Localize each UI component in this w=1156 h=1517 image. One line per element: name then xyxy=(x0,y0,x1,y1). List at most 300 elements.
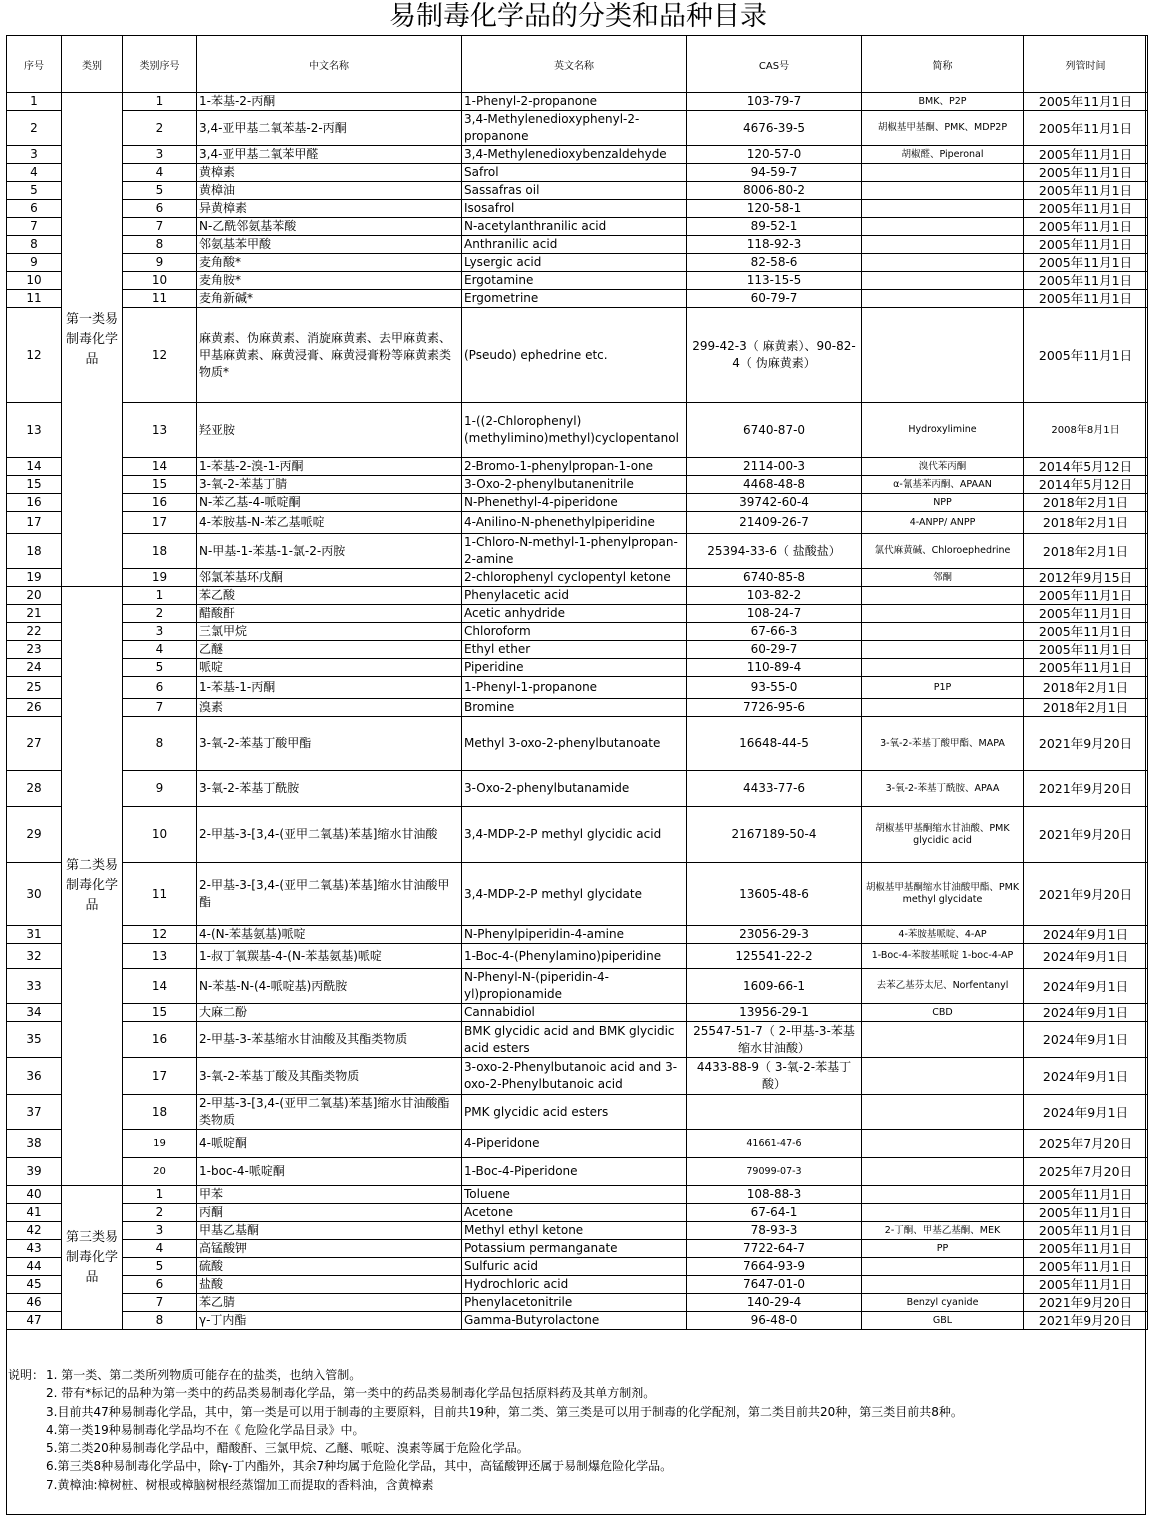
cell-cn-name: 高锰酸钾 xyxy=(197,1240,462,1258)
cell-cn-name: 大麻二酚 xyxy=(197,1004,462,1022)
cell-category-no: 1 xyxy=(123,93,197,111)
cell-no: 39 xyxy=(7,1158,62,1186)
cell-en-name: Ergometrine xyxy=(462,290,687,308)
cell-no: 2 xyxy=(7,111,62,146)
cell-cas: 125541-22-2 xyxy=(687,944,862,969)
table-row xyxy=(7,1294,1148,1312)
table-row xyxy=(7,1004,1148,1022)
cell-date: 2005年11月1日 xyxy=(1024,164,1148,182)
cell-date: 2025年7月20日 xyxy=(1024,1158,1148,1186)
cell-cn-name: 邻氨基苯甲酸 xyxy=(197,236,462,254)
cell-date: 2005年11月1日 xyxy=(1024,1204,1148,1222)
cell-cas: 7647-01-0 xyxy=(687,1276,862,1294)
note-line: 5.第二类20种易制毒化学品中，醋酸酐、三氯甲烷、乙醚、哌啶、溴素等属于危险化学品。 xyxy=(46,1441,529,1456)
cell-abbr xyxy=(862,623,1024,641)
note-line: 4.第一类19种易制毒化学品均不在《 危险化学品目录》中。 xyxy=(46,1422,365,1437)
cell-cn-name: 3-氧-2-苯基丁酸甲酯 xyxy=(197,717,462,771)
table-row xyxy=(7,717,1148,771)
table-row xyxy=(7,164,1148,182)
header-en-name: 英文名称 xyxy=(462,36,687,93)
cell-cn-name: 麻黄素、伪麻黄素、消旋麻黄素、去甲麻黄素、甲基麻黄素、麻黄浸膏、麻黄浸膏粉等麻黄素类物质* xyxy=(197,308,462,403)
cell-no: 1 xyxy=(7,93,62,111)
cell-cas: 108-88-3 xyxy=(687,1186,862,1204)
cell-en-name: Acetic anhydride xyxy=(462,605,687,623)
cell-cn-name: 醋酸酐 xyxy=(197,605,462,623)
cell-no: 35 xyxy=(7,1022,62,1058)
cell-cn-name: 麦角新碱* xyxy=(197,290,462,308)
table-row xyxy=(7,944,1148,969)
cell-category-no: 10 xyxy=(123,272,197,290)
cell-cn-name: N-甲基-1-苯基-1-氯-2-丙胺 xyxy=(197,534,462,569)
cell-cas: 1609-66-1 xyxy=(687,969,862,1004)
cell-cas: 94-59-7 xyxy=(687,164,862,182)
cell-cn-name: 1-苯基-2-丙酮 xyxy=(197,93,462,111)
note-line: 2. 带有*标记的品种为第一类中的药品类易制毒化学品，第一类中的药品类易制毒化学品包括原料药及其单方制剂。 xyxy=(46,1386,656,1401)
cell-cas: 96-48-0 xyxy=(687,1312,862,1330)
cell-cas: 110-89-4 xyxy=(687,659,862,677)
cell-en-name: N-Phenylpiperidin-4-amine xyxy=(462,926,687,944)
cell-no: 8 xyxy=(7,236,62,254)
cell-cas: 23056-29-3 xyxy=(687,926,862,944)
cell-cn-name: 黄樟油 xyxy=(197,182,462,200)
cell-abbr xyxy=(862,200,1024,218)
cell-no: 41 xyxy=(7,1204,62,1222)
cell-cn-name: 3-氧-2-苯基丁酰胺 xyxy=(197,771,462,807)
cell-cas: 299-42-3（ 麻黄素）、90-82-4（ 伪麻黄素） xyxy=(687,308,862,403)
cell-cas: 2114-00-3 xyxy=(687,458,862,476)
cell-cas: 25394-33-6（ 盐酸盐） xyxy=(687,534,862,569)
cell-date: 2025年7月20日 xyxy=(1024,1130,1148,1158)
cell-category: 第一类易制毒化学品 xyxy=(62,93,123,587)
cell-no: 43 xyxy=(7,1240,62,1258)
cell-en-name: N-acetylanthranilic acid xyxy=(462,218,687,236)
cell-en-name: Bromine xyxy=(462,699,687,717)
cell-cn-name: 1-苯基-1-丙酮 xyxy=(197,677,462,699)
cell-abbr xyxy=(862,659,1024,677)
cell-date: 2008年8月1日 xyxy=(1024,403,1148,458)
cell-no: 29 xyxy=(7,807,62,863)
note-text: 1. 第一类、第二类所列物质可能存在的盐类，也纳入管制。 xyxy=(46,1368,362,1382)
cell-cas: 4433-77-6 xyxy=(687,771,862,807)
table-row xyxy=(7,308,1148,403)
cell-no: 38 xyxy=(7,1130,62,1158)
cell-date: 2005年11月1日 xyxy=(1024,659,1148,677)
cell-no: 34 xyxy=(7,1004,62,1022)
cell-en-name: 1-Phenyl-1-propanone xyxy=(462,677,687,699)
cell-abbr: 3-氧-2-苯基丁酸甲酯、MAPA xyxy=(862,717,1024,771)
cell-abbr: 4-苯胺基哌啶、4-AP xyxy=(862,926,1024,944)
cell-date: 2005年11月1日 xyxy=(1024,1258,1148,1276)
cell-category-no: 7 xyxy=(123,699,197,717)
header-abbr: 简称 xyxy=(862,36,1024,93)
cell-abbr: 胡椒基甲基酮、PMK、MDP2P xyxy=(862,111,1024,146)
cell-abbr: Benzyl cyanide xyxy=(862,1294,1024,1312)
table-row xyxy=(7,1158,1148,1186)
cell-cas: 7726-95-6 xyxy=(687,699,862,717)
cell-cn-name: 1-boc-4-哌啶酮 xyxy=(197,1158,462,1186)
cell-cn-name: 麦角胺* xyxy=(197,272,462,290)
cell-no: 25 xyxy=(7,677,62,699)
cell-abbr xyxy=(862,1158,1024,1186)
table-row xyxy=(7,111,1148,146)
cell-date: 2005年11月1日 xyxy=(1024,641,1148,659)
cell-cas: 140-29-4 xyxy=(687,1294,862,1312)
cell-cas: 67-66-3 xyxy=(687,623,862,641)
cell-cn-name: 溴素 xyxy=(197,699,462,717)
cell-cn-name: 三氯甲烷 xyxy=(197,623,462,641)
cell-abbr: 1-Boc-4-苯胺基哌啶 1-boc-4-AP xyxy=(862,944,1024,969)
table-row xyxy=(7,236,1148,254)
table-row xyxy=(7,93,1148,111)
cell-date: 2005年11月1日 xyxy=(1024,236,1148,254)
cell-no: 11 xyxy=(7,290,62,308)
cell-date: 2021年9月20日 xyxy=(1024,717,1148,771)
cell-abbr xyxy=(862,1186,1024,1204)
cell-no: 30 xyxy=(7,863,62,926)
cell-no: 44 xyxy=(7,1258,62,1276)
note-line: 7.黄樟油:樟树桩、树根或樟脑树根经蒸馏加工而提取的香料油，含黄樟素 xyxy=(46,1477,434,1492)
cell-no: 10 xyxy=(7,272,62,290)
cell-category-no: 15 xyxy=(123,476,197,494)
cell-cn-name: 4-哌啶酮 xyxy=(197,1130,462,1158)
cell-no: 16 xyxy=(7,494,62,512)
cell-date: 2012年9月15日 xyxy=(1024,569,1148,587)
cell-date: 2005年11月1日 xyxy=(1024,605,1148,623)
cell-date: 2005年11月1日 xyxy=(1024,218,1148,236)
cell-abbr xyxy=(862,164,1024,182)
cell-en-name: Hydrochloric acid xyxy=(462,1276,687,1294)
cell-category-no: 3 xyxy=(123,1222,197,1240)
cell-category-no: 9 xyxy=(123,771,197,807)
cell-category-no: 7 xyxy=(123,218,197,236)
cell-date: 2014年5月12日 xyxy=(1024,476,1148,494)
cell-abbr: 4-ANPP/ ANPP xyxy=(862,512,1024,534)
cell-date: 2021年9月20日 xyxy=(1024,771,1148,807)
cell-cas: 113-15-5 xyxy=(687,272,862,290)
chemical-table xyxy=(6,35,1148,1330)
cell-en-name: 3,4-Methylenedioxyphenyl-2-propanone xyxy=(462,111,687,146)
cell-category-no: 12 xyxy=(123,926,197,944)
cell-category-no: 17 xyxy=(123,1058,197,1095)
cell-en-name: Methyl ethyl ketone xyxy=(462,1222,687,1240)
table-row xyxy=(7,807,1148,863)
cell-abbr xyxy=(862,254,1024,272)
cell-en-name: PMK glycidic acid esters xyxy=(462,1095,687,1130)
cell-en-name: (Pseudo) ephedrine etc. xyxy=(462,308,687,403)
header-no: 序号 xyxy=(7,36,62,93)
cell-en-name: Phenylacetonitrile xyxy=(462,1294,687,1312)
cell-date: 2005年11月1日 xyxy=(1024,200,1148,218)
cell-cas: 120-57-0 xyxy=(687,146,862,164)
cell-abbr xyxy=(862,182,1024,200)
cell-en-name: Potassium permanganate xyxy=(462,1240,687,1258)
note-line: 3.目前共47种易制毒化学品，其中，第一类是可以用于制毒的主要原料，目前共19种，第二类、第三类是可以用于制毒的化学配剂，第二类目前共20种，第三类目前共8种。 xyxy=(46,1404,963,1419)
table-row xyxy=(7,623,1148,641)
cell-cas: 93-55-0 xyxy=(687,677,862,699)
cell-category-no: 7 xyxy=(123,1294,197,1312)
cell-date: 2024年9月1日 xyxy=(1024,1022,1148,1058)
notes-block xyxy=(8,1366,1138,1494)
table-row xyxy=(7,605,1148,623)
table-row xyxy=(7,1204,1148,1222)
cell-cn-name: 4-(N-苯基氨基)哌啶 xyxy=(197,926,462,944)
cell-category: 第二类易制毒化学品 xyxy=(62,587,123,1186)
cell-date: 2005年11月1日 xyxy=(1024,1222,1148,1240)
table-row xyxy=(7,1186,1148,1204)
cell-date: 2005年11月1日 xyxy=(1024,587,1148,605)
cell-en-name: 4-Anilino-N-phenethylpiperidine xyxy=(462,512,687,534)
table-row xyxy=(7,1058,1148,1095)
table-row xyxy=(7,200,1148,218)
cell-category-no: 18 xyxy=(123,534,197,569)
cell-en-name: N-Phenethyl-4-piperidone xyxy=(462,494,687,512)
cell-cas: 2167189-50-4 xyxy=(687,807,862,863)
cell-category-no: 1 xyxy=(123,1186,197,1204)
cell-en-name: Gamma-Butyrolactone xyxy=(462,1312,687,1330)
cell-category-no: 12 xyxy=(123,308,197,403)
cell-cn-name: γ-丁内酯 xyxy=(197,1312,462,1330)
cell-no: 36 xyxy=(7,1058,62,1095)
table-row xyxy=(7,272,1148,290)
cell-date: 2024年9月1日 xyxy=(1024,969,1148,1004)
cell-cas: 16648-44-5 xyxy=(687,717,862,771)
cell-cas: 103-82-2 xyxy=(687,587,862,605)
cell-cn-name: 2-甲基-3-苯基缩水甘油酸及其酯类物质 xyxy=(197,1022,462,1058)
table-row xyxy=(7,1276,1148,1294)
cell-abbr xyxy=(862,1130,1024,1158)
cell-date: 2005年11月1日 xyxy=(1024,308,1148,403)
table-row xyxy=(7,254,1148,272)
cell-no: 40 xyxy=(7,1186,62,1204)
cell-en-name: Phenylacetic acid xyxy=(462,587,687,605)
cell-en-name: 1-((2-Chlorophenyl)(methylimino)methyl)cyclopentanol xyxy=(462,403,687,458)
table-row xyxy=(7,699,1148,717)
cell-en-name: Ethyl ether xyxy=(462,641,687,659)
cell-no: 9 xyxy=(7,254,62,272)
cell-cas: 78-93-3 xyxy=(687,1222,862,1240)
cell-cas: 6740-87-0 xyxy=(687,403,862,458)
cell-date: 2018年2月1日 xyxy=(1024,512,1148,534)
cell-no: 17 xyxy=(7,512,62,534)
cell-cn-name: N-苯基-N-(4-哌啶基)丙酰胺 xyxy=(197,969,462,1004)
cell-cas: 4676-39-5 xyxy=(687,111,862,146)
cell-cas: 67-64-1 xyxy=(687,1204,862,1222)
cell-no: 33 xyxy=(7,969,62,1004)
cell-cn-name: 苯乙酸 xyxy=(197,587,462,605)
cell-category-no: 14 xyxy=(123,458,197,476)
cell-en-name: 1-Boc-4-Piperidone xyxy=(462,1158,687,1186)
table-header-row xyxy=(7,36,1148,93)
cell-cn-name: 甲基乙基酮 xyxy=(197,1222,462,1240)
table-row xyxy=(7,1130,1148,1158)
cell-abbr: 氯代麻黄碱、Chloroephedrine xyxy=(862,534,1024,569)
cell-no: 37 xyxy=(7,1095,62,1130)
cell-cas: 41661-47-6 xyxy=(687,1130,862,1158)
cell-cas: 120-58-1 xyxy=(687,200,862,218)
cell-abbr: 胡椒醛、Piperonal xyxy=(862,146,1024,164)
table-row xyxy=(7,494,1148,512)
cell-en-name: BMK glycidic acid and BMK glycidic acid esters xyxy=(462,1022,687,1058)
cell-cn-name: 乙醚 xyxy=(197,641,462,659)
cell-abbr: PP xyxy=(862,1240,1024,1258)
cell-category-no: 1 xyxy=(123,587,197,605)
cell-no: 47 xyxy=(7,1312,62,1330)
cell-cn-name: 盐酸 xyxy=(197,1276,462,1294)
cell-cn-name: 2-甲基-3-[3,4-(亚甲二氧基)苯基]缩水甘油酸酯类物质 xyxy=(197,1095,462,1130)
cell-category-no: 3 xyxy=(123,623,197,641)
header-cn-name: 中文名称 xyxy=(197,36,462,93)
cell-cas: 25547-51-7（ 2-甲基-3-苯基缩水甘油酸） xyxy=(687,1022,862,1058)
cell-abbr xyxy=(862,218,1024,236)
cell-no: 45 xyxy=(7,1276,62,1294)
cell-abbr: CBD xyxy=(862,1004,1024,1022)
cell-no: 7 xyxy=(7,218,62,236)
cell-cas: 60-79-7 xyxy=(687,290,862,308)
cell-cas: 108-24-7 xyxy=(687,605,862,623)
cell-cas: 4468-48-8 xyxy=(687,476,862,494)
cell-en-name: Anthranilic acid xyxy=(462,236,687,254)
cell-abbr xyxy=(862,308,1024,403)
cell-no: 28 xyxy=(7,771,62,807)
cell-date: 2021年9月20日 xyxy=(1024,1294,1148,1312)
cell-en-name: Chloroform xyxy=(462,623,687,641)
cell-cas: 60-29-7 xyxy=(687,641,862,659)
cell-date: 2021年9月20日 xyxy=(1024,807,1148,863)
cell-category-no: 16 xyxy=(123,1022,197,1058)
cell-category-no: 5 xyxy=(123,1258,197,1276)
cell-date: 2018年2月1日 xyxy=(1024,534,1148,569)
table-row xyxy=(7,771,1148,807)
cell-en-name: Piperidine xyxy=(462,659,687,677)
cell-date: 2018年2月1日 xyxy=(1024,699,1148,717)
cell-no: 13 xyxy=(7,403,62,458)
table-row xyxy=(7,1022,1148,1058)
table-row xyxy=(7,641,1148,659)
cell-cn-name: 甲苯 xyxy=(197,1186,462,1204)
header-category-no: 类别序号 xyxy=(123,36,197,93)
cell-en-name: 1-Chloro-N-methyl-1-phenylpropan-2-amine xyxy=(462,534,687,569)
cell-no: 19 xyxy=(7,569,62,587)
cell-category-no: 19 xyxy=(123,1130,197,1158)
cell-category-no: 10 xyxy=(123,807,197,863)
cell-cas: 4433-88-9（ 3-氧-2-苯基丁酸） xyxy=(687,1058,862,1095)
cell-category-no: 5 xyxy=(123,659,197,677)
cell-category-no: 6 xyxy=(123,1276,197,1294)
cell-no: 26 xyxy=(7,699,62,717)
cell-abbr xyxy=(862,1058,1024,1095)
header-date: 列管时间 xyxy=(1024,36,1148,93)
table-row xyxy=(7,1222,1148,1240)
cell-en-name: 2-Bromo-1-phenylpropan-1-one xyxy=(462,458,687,476)
table-row xyxy=(7,290,1148,308)
cell-cas: 79099-07-3 xyxy=(687,1158,862,1186)
cell-cn-name: 2-甲基-3-[3,4-(亚甲二氧基)苯基]缩水甘油酸 xyxy=(197,807,462,863)
cell-cas: 103-79-7 xyxy=(687,93,862,111)
cell-cas: 82-58-6 xyxy=(687,254,862,272)
cell-cas: 7722-64-7 xyxy=(687,1240,862,1258)
cell-no: 5 xyxy=(7,182,62,200)
cell-category-no: 17 xyxy=(123,512,197,534)
cell-no: 24 xyxy=(7,659,62,677)
cell-en-name: Methyl 3-oxo-2-phenylbutanoate xyxy=(462,717,687,771)
table-row xyxy=(7,569,1148,587)
table-row xyxy=(7,476,1148,494)
cell-category-no: 14 xyxy=(123,969,197,1004)
cell-en-name: 3-oxo-2-Phenylbutanoic acid and 3-oxo-2-Phenylbutanoic acid xyxy=(462,1058,687,1095)
cell-category-no: 11 xyxy=(123,863,197,926)
cell-category-no: 4 xyxy=(123,641,197,659)
cell-en-name: 1-Phenyl-2-propanone xyxy=(462,93,687,111)
cell-category-no: 4 xyxy=(123,164,197,182)
cell-abbr: P1P xyxy=(862,677,1024,699)
cell-en-name: Ergotamine xyxy=(462,272,687,290)
cell-date: 2005年11月1日 xyxy=(1024,1276,1148,1294)
table-row xyxy=(7,534,1148,569)
cell-cas: 89-52-1 xyxy=(687,218,862,236)
cell-category-no: 3 xyxy=(123,146,197,164)
cell-abbr: NPP xyxy=(862,494,1024,512)
cell-category-no: 13 xyxy=(123,403,197,458)
cell-cas: 7664-93-9 xyxy=(687,1258,862,1276)
cell-category-no: 19 xyxy=(123,569,197,587)
cell-category-no: 6 xyxy=(123,677,197,699)
cell-cas: 21409-26-7 xyxy=(687,512,862,534)
table-row xyxy=(7,146,1148,164)
cell-no: 12 xyxy=(7,308,62,403)
cell-cn-name: 3-氧-2-苯基丁酸及其酯类物质 xyxy=(197,1058,462,1095)
table-row xyxy=(7,1312,1148,1330)
cell-date: 2005年11月1日 xyxy=(1024,1186,1148,1204)
cell-cn-name: 哌啶 xyxy=(197,659,462,677)
cell-category-no: 4 xyxy=(123,1240,197,1258)
cell-category-no: 8 xyxy=(123,1312,197,1330)
cell-abbr xyxy=(862,641,1024,659)
cell-cn-name: 黄樟素 xyxy=(197,164,462,182)
cell-date: 2021年9月20日 xyxy=(1024,1312,1148,1330)
cell-abbr xyxy=(862,1258,1024,1276)
cell-abbr: BMK、P2P xyxy=(862,93,1024,111)
cell-date: 2005年11月1日 xyxy=(1024,111,1148,146)
cell-no: 15 xyxy=(7,476,62,494)
page-title: 易制毒化学品的分类和品种目录 xyxy=(389,1,767,32)
cell-category-no: 18 xyxy=(123,1095,197,1130)
cell-abbr xyxy=(862,290,1024,308)
cell-cn-name: 2-甲基-3-[3,4-(亚甲二氧基)苯基]缩水甘油酸甲酯 xyxy=(197,863,462,926)
cell-en-name: Acetone xyxy=(462,1204,687,1222)
table-row xyxy=(7,403,1148,458)
cell-abbr xyxy=(862,587,1024,605)
cell-en-name: Toluene xyxy=(462,1186,687,1204)
cell-cn-name: N-苯乙基-4-哌啶酮 xyxy=(197,494,462,512)
cell-abbr xyxy=(862,605,1024,623)
cell-date: 2018年2月1日 xyxy=(1024,494,1148,512)
cell-date: 2005年11月1日 xyxy=(1024,272,1148,290)
table-row xyxy=(7,587,1148,605)
cell-no: 22 xyxy=(7,623,62,641)
cell-cn-name: 邻氯苯基环戊酮 xyxy=(197,569,462,587)
cell-no: 46 xyxy=(7,1294,62,1312)
notes-lead: 说明： xyxy=(8,1368,45,1382)
cell-date: 2005年11月1日 xyxy=(1024,290,1148,308)
cell-en-name: Isosafrol xyxy=(462,200,687,218)
cell-abbr: Hydroxylimine xyxy=(862,403,1024,458)
cell-no: 3 xyxy=(7,146,62,164)
cell-abbr: 2-丁酮、甲基乙基酮、MEK xyxy=(862,1222,1024,1240)
cell-abbr: 胡椒基甲基酮缩水甘油酸甲酯、PMK methyl glycidate xyxy=(862,863,1024,926)
cell-abbr: 3-氧-2-苯基丁酰胺、APAA xyxy=(862,771,1024,807)
cell-date: 2005年11月1日 xyxy=(1024,146,1148,164)
cell-date: 2024年9月1日 xyxy=(1024,1095,1148,1130)
